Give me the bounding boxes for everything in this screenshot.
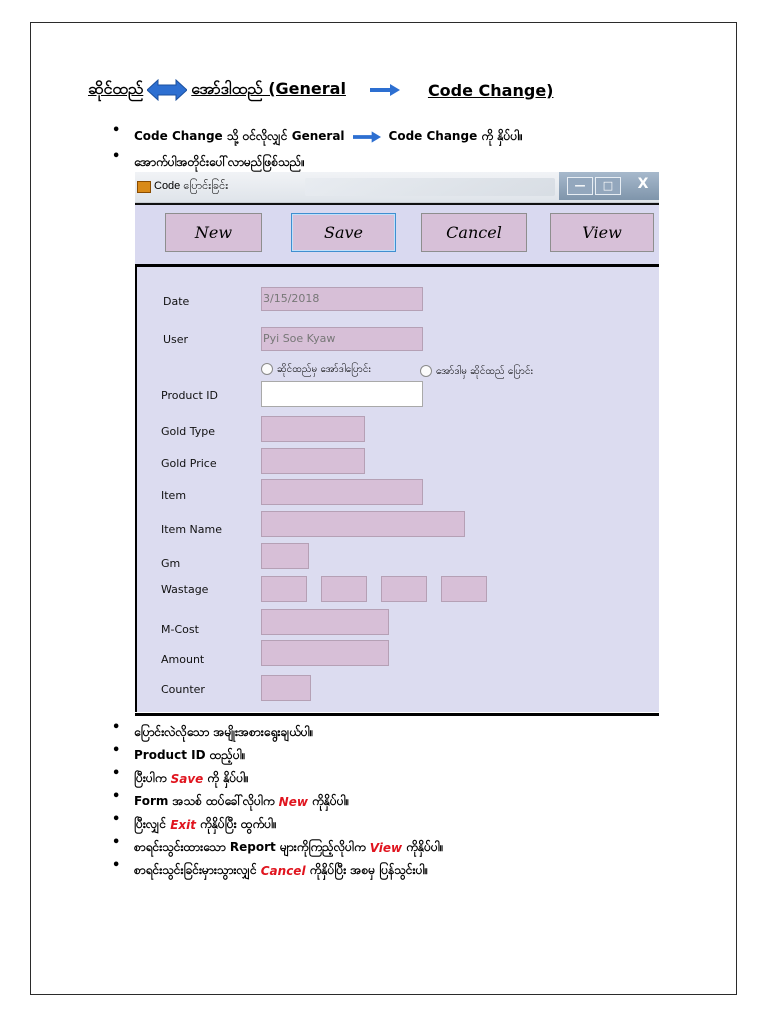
item-name-label: Item Name	[161, 523, 222, 536]
list-item: • ပြီးပါက Save ကို နှိပ်ပါ။	[112, 767, 443, 790]
right-arrow-icon	[353, 131, 381, 143]
list-item: • စာရင်းသွင်းထားသော Report များကိုကြည့်လိုပါက View ကိုနှိပ်ပါ။	[112, 836, 443, 859]
counter-field[interactable]	[261, 675, 311, 701]
list-item: • အောက်ပါအတိုင်းပေါ်လာမည်ဖြစ်သည်။	[112, 150, 523, 176]
code-change-window	[135, 172, 659, 717]
heading-part3: Code Change)	[427, 80, 554, 100]
view-highlight: View	[369, 840, 403, 855]
window-bottom-border	[135, 713, 659, 716]
product-id-input[interactable]	[261, 381, 423, 407]
new-highlight: New	[278, 794, 308, 809]
right-arrow-icon	[370, 84, 400, 96]
double-arrow-icon	[147, 79, 187, 101]
wastage-field-1[interactable]	[261, 576, 307, 602]
window-title: Code ပြောင်းခြင်း	[154, 180, 229, 192]
list-item: • Product ID ထည့်ပါ။	[112, 744, 443, 767]
gold-type-field[interactable]	[261, 416, 365, 442]
item-name-field[interactable]	[261, 511, 465, 537]
user-field[interactable]: Pyi Soe Kyaw	[261, 327, 423, 351]
window-titlebar	[135, 172, 659, 203]
app-icon	[137, 181, 151, 193]
exit-highlight: Exit	[170, 817, 196, 832]
heading-part2: အော်ဒါထည် (General	[191, 79, 346, 98]
radio-shop-to-order-label: ဆိုင်ထည်မှ အော်ဒါပြောင်း	[277, 364, 371, 375]
page-heading	[88, 78, 553, 102]
radio-shop-to-order[interactable]	[261, 363, 273, 375]
amount-label: Amount	[161, 653, 205, 666]
gold-type-label: Gold Type	[161, 425, 216, 438]
counter-label: Counter	[161, 683, 205, 696]
titlebar-ghost	[305, 178, 555, 196]
cancel-highlight: Cancel	[260, 863, 306, 878]
view-button[interactable]: View	[550, 213, 654, 252]
minimize-button[interactable]: —	[567, 177, 593, 195]
mcost-field[interactable]	[261, 609, 389, 635]
list-item: • စာရင်းသွင်းခြင်းမှားသွားလျှင် Cancel ကိုနှိပ်ပြီး အစမှ ပြန်သွင်းပါ။	[112, 859, 443, 882]
date-label: Date	[163, 295, 190, 308]
date-field[interactable]: 3/15/2018	[261, 287, 423, 311]
gm-label: Gm	[161, 557, 181, 570]
gold-price-label: Gold Price	[161, 457, 217, 470]
close-button[interactable]: X	[637, 176, 649, 192]
list-item: • ပြီးလျှင် Exit ကိုနှိပ်ပြီး ထွက်ပါ။	[112, 813, 443, 836]
wastage-field-4[interactable]	[441, 576, 487, 602]
heading-part1: ဆိုင်ထည်	[88, 79, 144, 98]
amount-field[interactable]	[261, 640, 389, 666]
instruction-bullets	[112, 721, 443, 882]
gm-field[interactable]	[261, 543, 309, 569]
cancel-button[interactable]: Cancel	[421, 213, 527, 252]
radio-order-to-shop-label: အော်ဒါမှ ဆိုင်ထည် ပြောင်း	[436, 366, 534, 377]
save-button[interactable]: Save	[291, 213, 396, 252]
save-highlight: Save	[170, 771, 204, 786]
intro-bullets	[112, 124, 523, 176]
product-id-label: Product ID	[161, 389, 218, 402]
list-item: • Code Change သို့ ဝင်လိုလျှင် General Code Change ကို နှိပ်ပါ။	[112, 124, 523, 150]
window-controls	[559, 172, 659, 200]
toolbar	[135, 203, 659, 264]
wastage-label: Wastage	[161, 583, 209, 596]
list-item: • ပြောင်းလဲလိုသော အမျိုးအစားရွေးချယ်ပါ။	[112, 721, 443, 744]
list-item: • Form အသစ် ထပ်ခေါ်လိုပါက New ကိုနှိပ်ပါ။	[112, 790, 443, 813]
item-field[interactable]	[261, 479, 423, 505]
user-label: User	[163, 333, 189, 346]
mcost-label: M-Cost	[161, 623, 199, 636]
radio-order-to-shop[interactable]	[420, 365, 432, 377]
gold-price-field[interactable]	[261, 448, 365, 474]
maximize-button[interactable]: □	[595, 177, 621, 195]
wastage-field-3[interactable]	[381, 576, 427, 602]
item-label: Item	[161, 489, 187, 502]
new-button[interactable]: New	[165, 213, 262, 252]
form-panel	[135, 264, 659, 712]
wastage-field-2[interactable]	[321, 576, 367, 602]
